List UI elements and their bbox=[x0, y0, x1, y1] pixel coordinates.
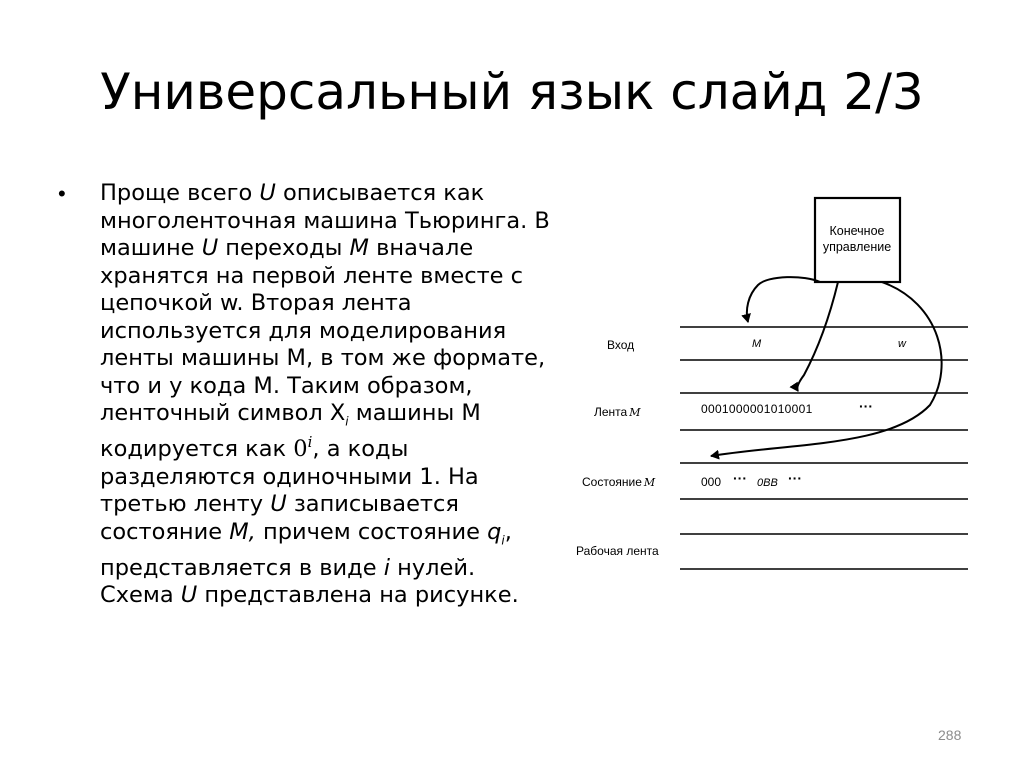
text-run: нулей. Схема bbox=[100, 554, 476, 608]
var-m: M, bbox=[229, 518, 256, 545]
var-u: U bbox=[270, 491, 287, 517]
control-label-line2: управление bbox=[822, 240, 892, 254]
state-m-label-var: M bbox=[643, 476, 656, 489]
text-run: представлена на рисунке. bbox=[197, 582, 519, 608]
var-i: i bbox=[383, 554, 390, 581]
tape-m-contents: 0001000001010001 bbox=[701, 402, 813, 416]
bullet-text bbox=[100, 180, 550, 610]
input-tape-symbol-m: M bbox=[752, 338, 762, 350]
text-run: описывается как многоленточная машина Тьюринга. В машине bbox=[100, 180, 550, 261]
tape-m-ellipsis: ··· bbox=[859, 398, 873, 414]
input-head-arrow bbox=[747, 277, 820, 322]
var-q: q bbox=[487, 518, 502, 545]
var-m: M bbox=[349, 235, 369, 261]
subscript-i: i bbox=[345, 414, 349, 429]
text-run: Проще всего bbox=[100, 180, 260, 206]
var-u: U bbox=[180, 582, 198, 608]
formula-exponent: i bbox=[307, 433, 313, 451]
universal-tm-diagram bbox=[560, 185, 980, 585]
input-tape-symbol-w: w bbox=[898, 338, 906, 350]
tape-m-label-var: M bbox=[629, 406, 641, 419]
tape-m-head-arrow bbox=[797, 282, 838, 391]
text-run: переходы bbox=[218, 235, 350, 261]
text-run: машины М кодируется как bbox=[100, 400, 481, 462]
bullet-marker: • bbox=[58, 181, 66, 206]
input-tape-label: Вход bbox=[607, 338, 635, 352]
state-m-contents-b: 0BB bbox=[757, 477, 778, 489]
text-run: причем состояние bbox=[255, 518, 488, 545]
page-number: 288 bbox=[938, 727, 962, 743]
control-label-line1: Конечное bbox=[829, 224, 885, 238]
var-u: U bbox=[259, 180, 276, 206]
tape-m-label bbox=[594, 405, 641, 419]
state-m-label bbox=[582, 475, 656, 489]
var-u: U bbox=[201, 235, 219, 261]
subscript-i: i bbox=[501, 533, 505, 547]
text-run: вначале хранятся на первой ленте вместе с цепочкой w. Вторая лента используется для моделирования ленты машины М, в том же формате, что и у кода М. Таким образом, ленточный символ X bbox=[100, 235, 546, 426]
formula-0-power-i bbox=[293, 433, 313, 462]
work-tape-label: Рабочая лента bbox=[576, 544, 659, 558]
formula-base: 0 bbox=[293, 436, 308, 462]
state-m-contents-a: 000 bbox=[701, 475, 722, 489]
state-m-ellipsis-a: ··· bbox=[733, 470, 747, 486]
slide-title: Универсальный язык слайд 2/3 bbox=[100, 63, 924, 121]
text-run: , а коды разделяются одиночными 1. На третью ленту bbox=[100, 436, 479, 517]
tape-m-label-text: Лента bbox=[594, 405, 628, 419]
text-run: , представляется в виде bbox=[100, 518, 512, 581]
state-m-ellipsis-b: ··· bbox=[788, 470, 802, 486]
text-run: записывается состояние bbox=[100, 491, 459, 545]
state-m-label-text: Состояние bbox=[582, 475, 642, 489]
